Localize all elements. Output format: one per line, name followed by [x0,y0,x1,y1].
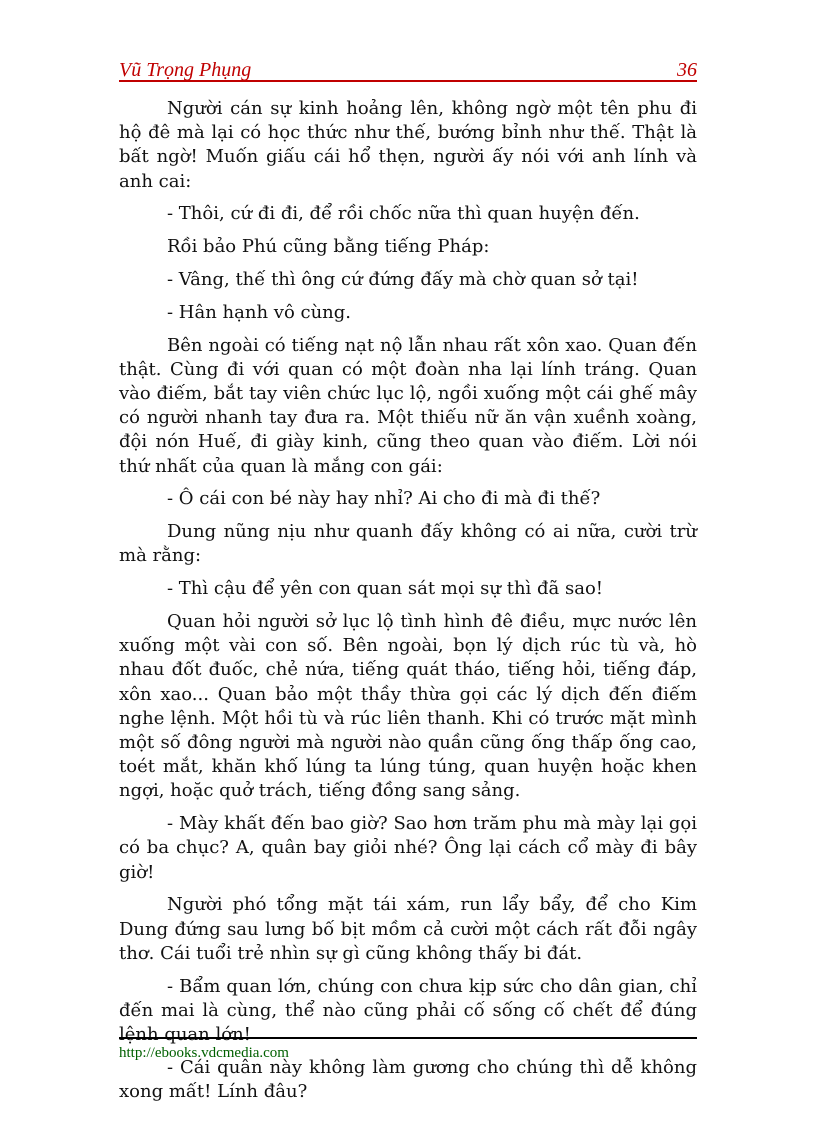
paragraph: Quan hỏi người sở lục lộ tình hình đê điều, mực nước lên xuống một vài con số. Bên ngoài, bọn lý dịch rúc tù và, hò nhau đốt đuốc, chẻ nứa, tiếng quát tháo, tiếng hỏi, tiếng đáp, xôn xao... Quan bảo một thầy thừa gọi các lý dịch đến điếm nghe lệnh. Một hồi tù và rúc liên thanh. Khi có trước mặt mình một số đông người mà người nào quần cũng ống thấp ống cao, toét mắt, khăn khố lúng ta lúng túng, quan huyện hoặc khen ngợi, hoặc quở trách, tiếng đồng sang sảng. [119,611,697,802]
paragraph: - Cái quân này không làm gương cho chúng thì dễ không xong mất! Lính đâu? [119,1056,697,1103]
paragraph: - Bẩm quan lớn, chúng con chưa kịp sức cho dân gian, chỉ đến mai là cùng, thể nào cũng phải cố sống cố chết để đúng lệnh quan lớn! [119,975,697,1046]
paragraph: - Ô cái con bé này hay nhỉ? Ai cho đi mà đi thế? [167,488,601,510]
paragraph: Người phó tổng mặt tái xám, run lẩy bẩy, để cho Kim Dung đứng sau lưng bố bịt mồm cả cười một cách rất đỗi ngây thơ. Cái tuổi trẻ nhìn sự gì cũng không thấy bi đát. [119,894,697,964]
body-text [119,97,697,1113]
page-header [119,60,697,82]
footer-url-link[interactable]: http://ebooks.vdcmedia.com [119,1045,289,1061]
author-name: Vũ Trọng Phụng [119,59,252,81]
paragraph: Người cán sự kinh hoảng lên, không ngờ một tên phu đi hộ đê mà lại có học thức như thế, bướng bỉnh như thế. Thật là bất ngờ! Muốn giấu cái hổ thẹn, người ấy nói với anh lính và anh cai: [119,98,697,192]
paragraph: Dung nũng nịu như quanh đấy không có ai nữa, cười trừ mà rằng: [119,521,697,567]
paragraph: - Thôi, cứ đi đi, để rồi chốc nữa thì quan huyện đến. [167,203,640,225]
page-number: 36 [677,59,697,81]
paragraph: - Mày khất đến bao giờ? Sao hơn trăm phu mà mày lại gọi có ba chục? A, quân bay giỏi nhé? Ông lại cách cổ mày đi bây giờ! [119,813,697,883]
paragraph: Rồi bảo Phú cũng bằng tiếng Pháp: [167,236,490,258]
paragraph: Bên ngoài có tiếng nạt nộ lẫn nhau rất xôn xao. Quan đến thật. Cùng đi với quan có một đoàn nha lại lính tráng. Quan vào điếm, bắt tay viên chức lục lộ, ngồi xuống một cái ghế mây có người nhanh tay đưa ra. Một thiếu nữ ăn vận xuềnh xoàng, đội nón Huế, đi giày kinh, cũng theo quan vào điếm. Lời nói thứ nhất của quan là mắng con gái: [119,334,697,477]
paragraph: - Hân hạnh vô cùng. [167,301,352,323]
footer-divider [119,1037,697,1039]
paragraph: - Vâng, thế thì ông cứ đứng đấy mà chờ quan sở tại! [167,269,639,290]
paragraph: - Thì cậu để yên con quan sát mọi sự thì đã sao! [167,578,604,600]
